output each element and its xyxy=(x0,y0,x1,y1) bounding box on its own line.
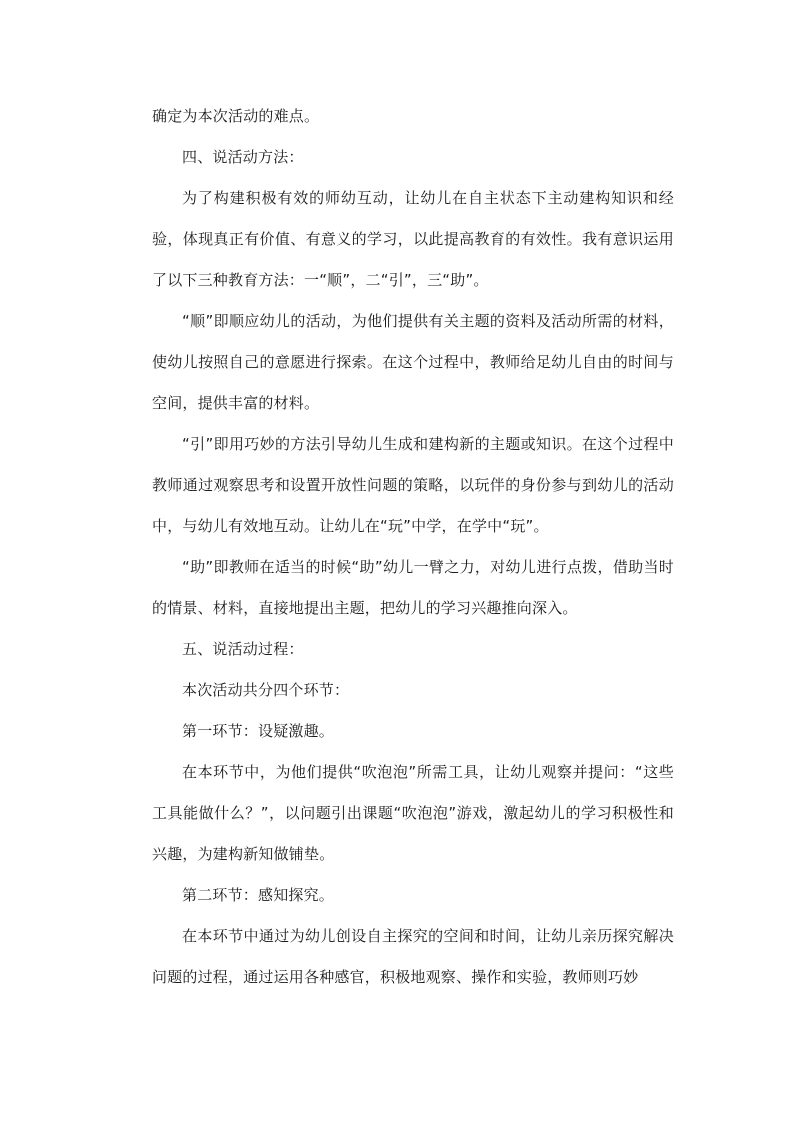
document-body xyxy=(152,96,674,998)
paragraph-method-shun: “顺”即顺应幼儿的活动，为他们提供有关主题的资料及活动所需的材料，使幼儿按照自己的意愿进行探索。在这个过程中，教师给足幼儿自由的时间与空间，提供丰富的材料。 xyxy=(152,312,674,412)
heading-stage-one: 第一环节：设疑激趣。 xyxy=(182,722,335,740)
paragraph-methods-intro: 为了构建积极有效的师幼互动，让幼儿在自主状态下主动建构知识和经验，体现真正有价值、有意义的学习，以此提高教育的有效性。我有意识运用了以下三种教育方法：一“顺”，二“引”，三“助”。 xyxy=(152,189,674,289)
heading-activity-methods: 四、说活动方法： xyxy=(182,148,304,166)
paragraph-difficulty-conclusion: 确定为本次活动的难点。 xyxy=(152,107,320,125)
heading-stage-two: 第二环节：感知探究。 xyxy=(182,886,335,904)
heading-activity-process: 五、说活动过程： xyxy=(182,640,304,658)
paragraph-stage-one: 在本环节中，为他们提供“吹泡泡”所需工具，让幼儿观察并提问：“这些工具能做什么？”，以问题引出课题“吹泡泡”游戏，激起幼儿的学习积极性和兴趣，为建构新知做铺垫。 xyxy=(152,763,674,863)
paragraph-method-yin: “引”即用巧妙的方法引导幼儿生成和建构新的主题或知识。在这个过程中教师通过观察思考和设置开放性问题的策略，以玩伴的身份参与到幼儿的活动中，与幼儿有效地互动。让幼儿在“玩”中学，在学中“玩”。 xyxy=(152,435,674,535)
paragraph-process-overview: 本次活动共分四个环节： xyxy=(182,681,350,699)
paragraph-method-zhu: “助”即教师在适当的时候“助”幼儿一臂之力，对幼儿进行点拨，借助当时的情景、材料，直接地提出主题，把幼儿的学习兴趣推向深入。 xyxy=(152,558,674,617)
paragraph-stage-two: 在本环节中通过为幼儿创设自主探究的空间和时间，让幼儿亲历探究解决问题的过程，通过运用各种感官，积极地观察、操作和实验，教师则巧妙 xyxy=(152,927,674,986)
